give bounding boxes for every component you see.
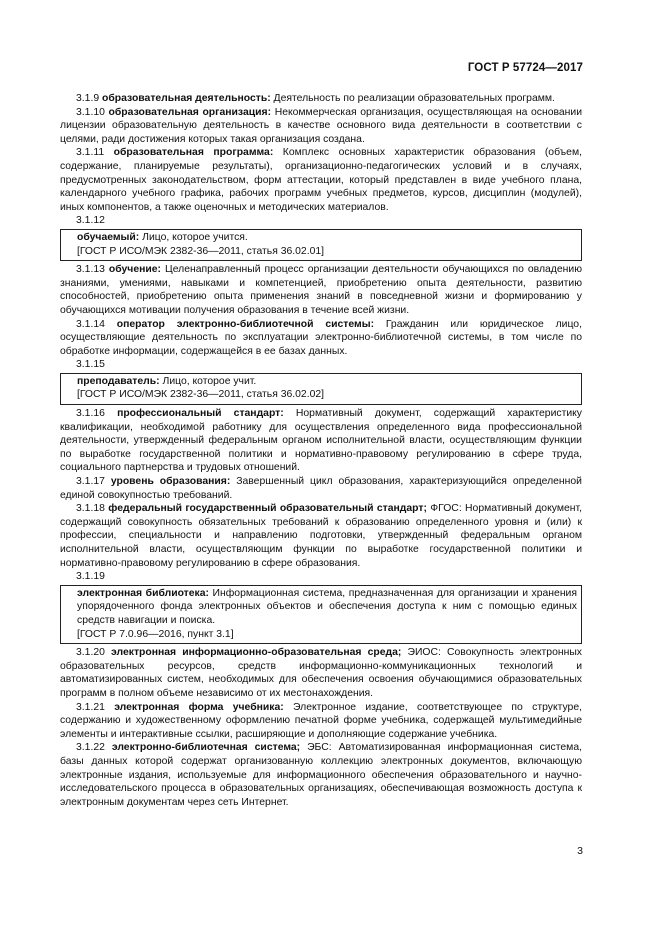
clause-number: 3.1.11	[76, 147, 105, 159]
definition-3-1-21	[60, 701, 582, 742]
term: обучаемый:	[77, 231, 140, 243]
definition-3-1-15	[77, 375, 577, 389]
clause-number: 3.1.18	[76, 503, 105, 515]
definition-3-1-11	[60, 146, 582, 214]
clause-number: 3.1.16	[76, 408, 105, 420]
term: электронная библиотека:	[77, 587, 209, 599]
definition-3-1-22	[60, 741, 582, 809]
quoted-definition-box	[60, 373, 582, 405]
clause-number: 3.1.17	[76, 476, 105, 488]
term: электронная информационно-образовательная среда;	[111, 647, 402, 659]
term: преподаватель:	[77, 375, 160, 387]
clause-number: 3.1.10	[76, 106, 105, 118]
definition-text: ФГОС: Нормативный документ, содержащий совокупность обязательных требований к образованию определенного уровня и (или) к профессии, специальности и направлению подготовки, утвержденный федеральным органом исполнительной власти, осуществляющим функции по выработке государственной политики и нормативно-правовому регулированию в сфере образования.	[60, 503, 582, 569]
definition-text: Электронное издание, соответствующее по структуре, содержанию и художественному оформлению печатной форме учебника, содержащей мультимедийные элементы и интерактивные ссылки, расширяющие и дополняющие содержание учебника.	[60, 701, 583, 740]
term: электронно-библиотечная система;	[111, 742, 301, 754]
definition-text: Лицо, которое учится.	[139, 231, 248, 243]
source-reference: [ГОСТ Р 7.0.96—2016, пункт 3.1]	[77, 628, 234, 640]
definition-text: Информационная система, предназначенная для организации и хранения упорядоченного фонда электронных объектов и обеспечения доступа к ним с помощью единых средств навигации и поиска.	[77, 587, 577, 626]
term: электронная форма учебника:	[114, 701, 284, 713]
definitions-section	[60, 92, 582, 809]
term: оператор электронно-библиотечной системы:	[116, 318, 375, 330]
document-code: ГОСТ Р 57724—2017	[467, 62, 583, 74]
clause-number-3-1-19: 3.1.19	[76, 571, 105, 583]
definition-text: Завершенный цикл образования, характеризующийся определенной единой совокупностью требований.	[60, 476, 582, 501]
clause-number: 3.1.13	[76, 264, 105, 276]
term: образовательная программа:	[113, 147, 274, 159]
definition-3-1-10	[60, 106, 582, 147]
term: федеральный государственный образовательный стандарт;	[108, 503, 427, 515]
quoted-definition-box	[60, 229, 582, 261]
definition-text: Нормативный документ, содержащий характеристику квалификации, необходимой работнику для осуществления определенного вида профессиональной деятельности, утвержденный федеральным органом исполнительной власти, осуществляющим функции по выработке государственной политики и нормативно-правовому регулированию в сфере труда, социального партнерства и трудовых отношений.	[60, 408, 583, 474]
term: профессиональный стандарт:	[117, 408, 284, 420]
term: образовательная деятельность:	[102, 93, 271, 104]
definition-text: Целенаправленный процесс организации деятельности обучающихся по овладению знаниями, умениями, навыками и компетенцией, приобретению опыта деятельности, развитию способностей, приобретению опыта применения знаний в повседневной жизни и формированию у обучающихся мотивации получения образования в течение всей жизни.	[60, 264, 582, 316]
clause-number: 3.1.22	[76, 742, 105, 754]
definition-text: Некоммерческая организация, осуществляющая на основании лицензии образовательную деятельность в качестве основного вида деятельности в соответствии с целями, ради достижения которых такая организация создана.	[60, 106, 583, 145]
definition-3-1-19	[77, 587, 577, 628]
definition-text: Комплекс основных характеристик образования (объем, содержание, планируемые результаты), организационно-педагогических условий и в случаях, предусмотренных законодательством, форм аттестации, который представлен в виде учебного плана, календарного учебного графика, рабочих программ учебных предметов, курсов, дисциплин (модулей), иных компонентов, а также оценочных и методических материалов.	[60, 147, 582, 213]
definition-3-1-20	[60, 646, 582, 700]
definition-3-1-9	[60, 92, 582, 106]
term: уровень образования:	[110, 476, 231, 488]
definition-3-1-16	[60, 407, 582, 475]
clause-number: 3.1.20	[76, 647, 105, 659]
definition-text: Лицо, которое учит.	[159, 375, 257, 387]
clause-number-3-1-12: 3.1.12	[76, 215, 105, 227]
definition-3-1-18	[60, 502, 582, 570]
page-number: 3	[577, 845, 583, 857]
quoted-definition-box	[60, 585, 582, 644]
definition-3-1-17	[60, 475, 582, 502]
definition-3-1-12	[77, 231, 577, 245]
source-reference: [ГОСТ Р ИСО/МЭК 2382-36—2011, статья 36.02.01]	[77, 245, 325, 257]
definition-3-1-13	[60, 263, 582, 317]
clause-number: 3.1.9	[76, 93, 100, 104]
term: обучение:	[108, 264, 162, 276]
definition-text: Гражданин или юридическое лицо, осуществляющие деятельность по эксплуатации электронно-библиотечной системы, в том числе по обработке информации, содержащейся в ее базах данных.	[60, 318, 582, 357]
clause-number: 3.1.21	[76, 701, 105, 713]
definition-text: Деятельность по реализации образовательных программ.	[270, 93, 555, 104]
definition-text: ЭБС: Автоматизированная информационная система, базы данных которой содержат организованную коллекцию электронных документов, включающую электронные издания, используемые для информационного обеспечения образовательного и научно-исследовательского процесса в образовательных организациях, обеспечивающая возможность доступа к электронным документам через сеть Интернет.	[60, 742, 582, 808]
definition-3-1-14	[60, 318, 582, 359]
term: образовательная организация:	[108, 106, 272, 118]
definition-text: ЭИОС: Совокупность электронных образовательных ресурсов, средств информационно-коммуникационных технологий и автоматизированных систем, необходимых для обеспечения освоения обучающимися образовательных программ в полном объеме независимо от их местонахождения.	[60, 647, 582, 699]
clause-number: 3.1.14	[76, 318, 105, 330]
clause-number-3-1-15: 3.1.15	[76, 359, 105, 371]
source-reference: [ГОСТ Р ИСО/МЭК 2382-36—2011, статья 36.02.02]	[77, 389, 325, 401]
